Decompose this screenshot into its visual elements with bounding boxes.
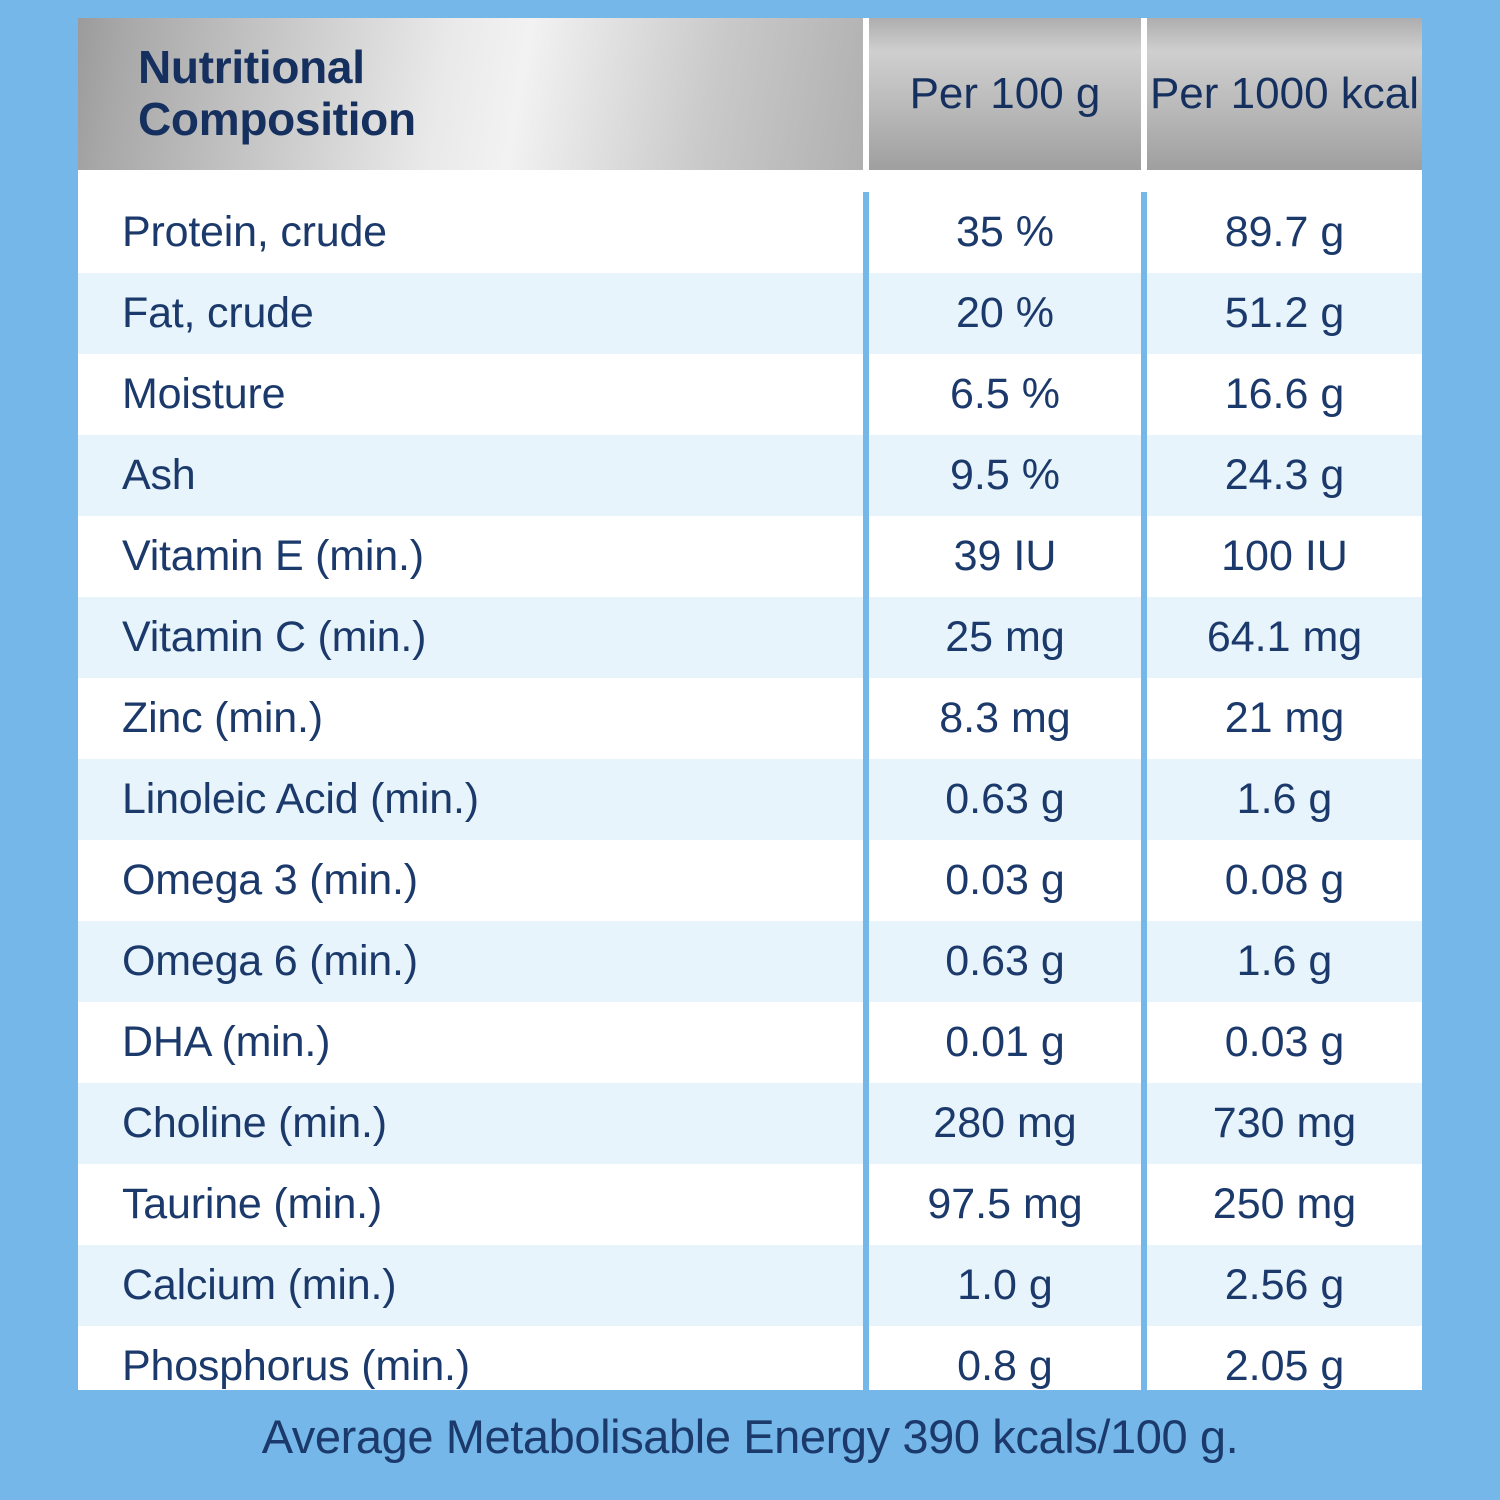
- table-row: [78, 1245, 1422, 1326]
- nutrient-value-per-1000kcal: 64.1 mg: [1144, 597, 1422, 678]
- nutrient-label: Choline (min.): [78, 1083, 866, 1164]
- nutrient-label: Linoleic Acid (min.): [78, 759, 866, 840]
- column-header-per-1000kcal-line-2: 1000 kcal: [1230, 68, 1420, 118]
- nutrient-value-per-100g: 0.03 g: [866, 840, 1144, 921]
- nutrient-value-per-1000kcal: 89.7 g: [1144, 192, 1422, 273]
- table-body: [78, 170, 1422, 1407]
- column-header-per-1000kcal-line-1: Per: [1149, 68, 1219, 118]
- nutrient-value-per-100g: 97.5 mg: [866, 1164, 1144, 1245]
- nutrient-value-per-1000kcal: 0.08 g: [1144, 840, 1422, 921]
- nutrient-label: Taurine (min.): [78, 1164, 866, 1245]
- nutrient-label: Vitamin E (min.): [78, 516, 866, 597]
- table-row: [78, 516, 1422, 597]
- nutrient-value-per-100g: 0.01 g: [866, 1002, 1144, 1083]
- nutrient-value-per-100g: 6.5 %: [866, 354, 1144, 435]
- nutrient-label: Protein, crude: [78, 192, 866, 273]
- nutrient-value-per-1000kcal: 1.6 g: [1144, 921, 1422, 1002]
- table-row: [78, 273, 1422, 354]
- nutrient-value-per-1000kcal: 730 mg: [1144, 1083, 1422, 1164]
- nutrient-label: Calcium (min.): [78, 1245, 866, 1326]
- column-header-per-1000kcal: [1144, 18, 1422, 170]
- nutrient-value-per-100g: 39 IU: [866, 516, 1144, 597]
- nutrient-value-per-100g: 0.63 g: [866, 759, 1144, 840]
- nutrient-label: Ash: [78, 435, 866, 516]
- column-header-per-100g-line-2: 100 g: [990, 68, 1101, 118]
- table-title-line-2: Composition: [138, 93, 416, 145]
- nutrient-value-per-1000kcal: 250 mg: [1144, 1164, 1422, 1245]
- nutrient-label: Fat, crude: [78, 273, 866, 354]
- table-header: [78, 18, 1422, 170]
- nutrient-value-per-1000kcal: 1.6 g: [1144, 759, 1422, 840]
- table-row: [78, 921, 1422, 1002]
- table-title: [78, 18, 866, 170]
- table-title-line-1: Nutritional: [138, 41, 365, 94]
- nutrient-label: Omega 6 (min.): [78, 921, 866, 1002]
- nutrient-value-per-1000kcal: 2.05 g: [1144, 1326, 1422, 1407]
- nutrient-value-per-100g: 0.8 g: [866, 1326, 1144, 1407]
- table-row: [78, 678, 1422, 759]
- spacer-cell-per-1000kcal: [1144, 170, 1422, 192]
- nutrition-table: [78, 18, 1422, 1407]
- nutrient-value-per-1000kcal: 24.3 g: [1144, 435, 1422, 516]
- nutrient-value-per-1000kcal: 0.03 g: [1144, 1002, 1422, 1083]
- nutrient-value-per-100g: 0.63 g: [866, 921, 1144, 1002]
- nutrient-value-per-100g: 35 %: [866, 192, 1144, 273]
- table-row: [78, 354, 1422, 435]
- nutrient-value-per-100g: 1.0 g: [866, 1245, 1144, 1326]
- nutrient-value-per-1000kcal: 51.2 g: [1144, 273, 1422, 354]
- nutrient-label: DHA (min.): [78, 1002, 866, 1083]
- nutritional-composition-panel: [78, 18, 1422, 1482]
- nutrient-label: Moisture: [78, 354, 866, 435]
- spacer-cell-label: [78, 170, 866, 192]
- table-row: [78, 840, 1422, 921]
- spacer-cell-per-100g: [866, 170, 1144, 192]
- nutrient-value-per-1000kcal: 100 IU: [1144, 516, 1422, 597]
- nutrient-label: Omega 3 (min.): [78, 840, 866, 921]
- column-header-per-100g: [866, 18, 1144, 170]
- nutrient-value-per-1000kcal: 2.56 g: [1144, 1245, 1422, 1326]
- table-row: [78, 1083, 1422, 1164]
- header-row: [78, 18, 1422, 170]
- nutrient-value-per-100g: 8.3 mg: [866, 678, 1144, 759]
- nutrient-label: Zinc (min.): [78, 678, 866, 759]
- table-row: [78, 1164, 1422, 1245]
- nutrient-value-per-100g: 20 %: [866, 273, 1144, 354]
- table-row: [78, 192, 1422, 273]
- energy-note: Average Metabolisable Energy 390 kcals/100 g.: [78, 1390, 1422, 1482]
- nutrient-value-per-1000kcal: 16.6 g: [1144, 354, 1422, 435]
- table-row: [78, 759, 1422, 840]
- nutrient-value-per-1000kcal: 21 mg: [1144, 678, 1422, 759]
- nutrient-value-per-100g: 9.5 %: [866, 435, 1144, 516]
- nutrient-label: Vitamin C (min.): [78, 597, 866, 678]
- table-row: [78, 597, 1422, 678]
- nutrient-label: Phosphorus (min.): [78, 1326, 866, 1407]
- nutrient-value-per-100g: 280 mg: [866, 1083, 1144, 1164]
- column-header-per-100g-line-1: Per: [909, 68, 979, 118]
- table-wrapper: [78, 18, 1422, 1407]
- table-top-spacer: [78, 170, 1422, 192]
- table-row: [78, 435, 1422, 516]
- nutrient-value-per-100g: 25 mg: [866, 597, 1144, 678]
- table-row: [78, 1002, 1422, 1083]
